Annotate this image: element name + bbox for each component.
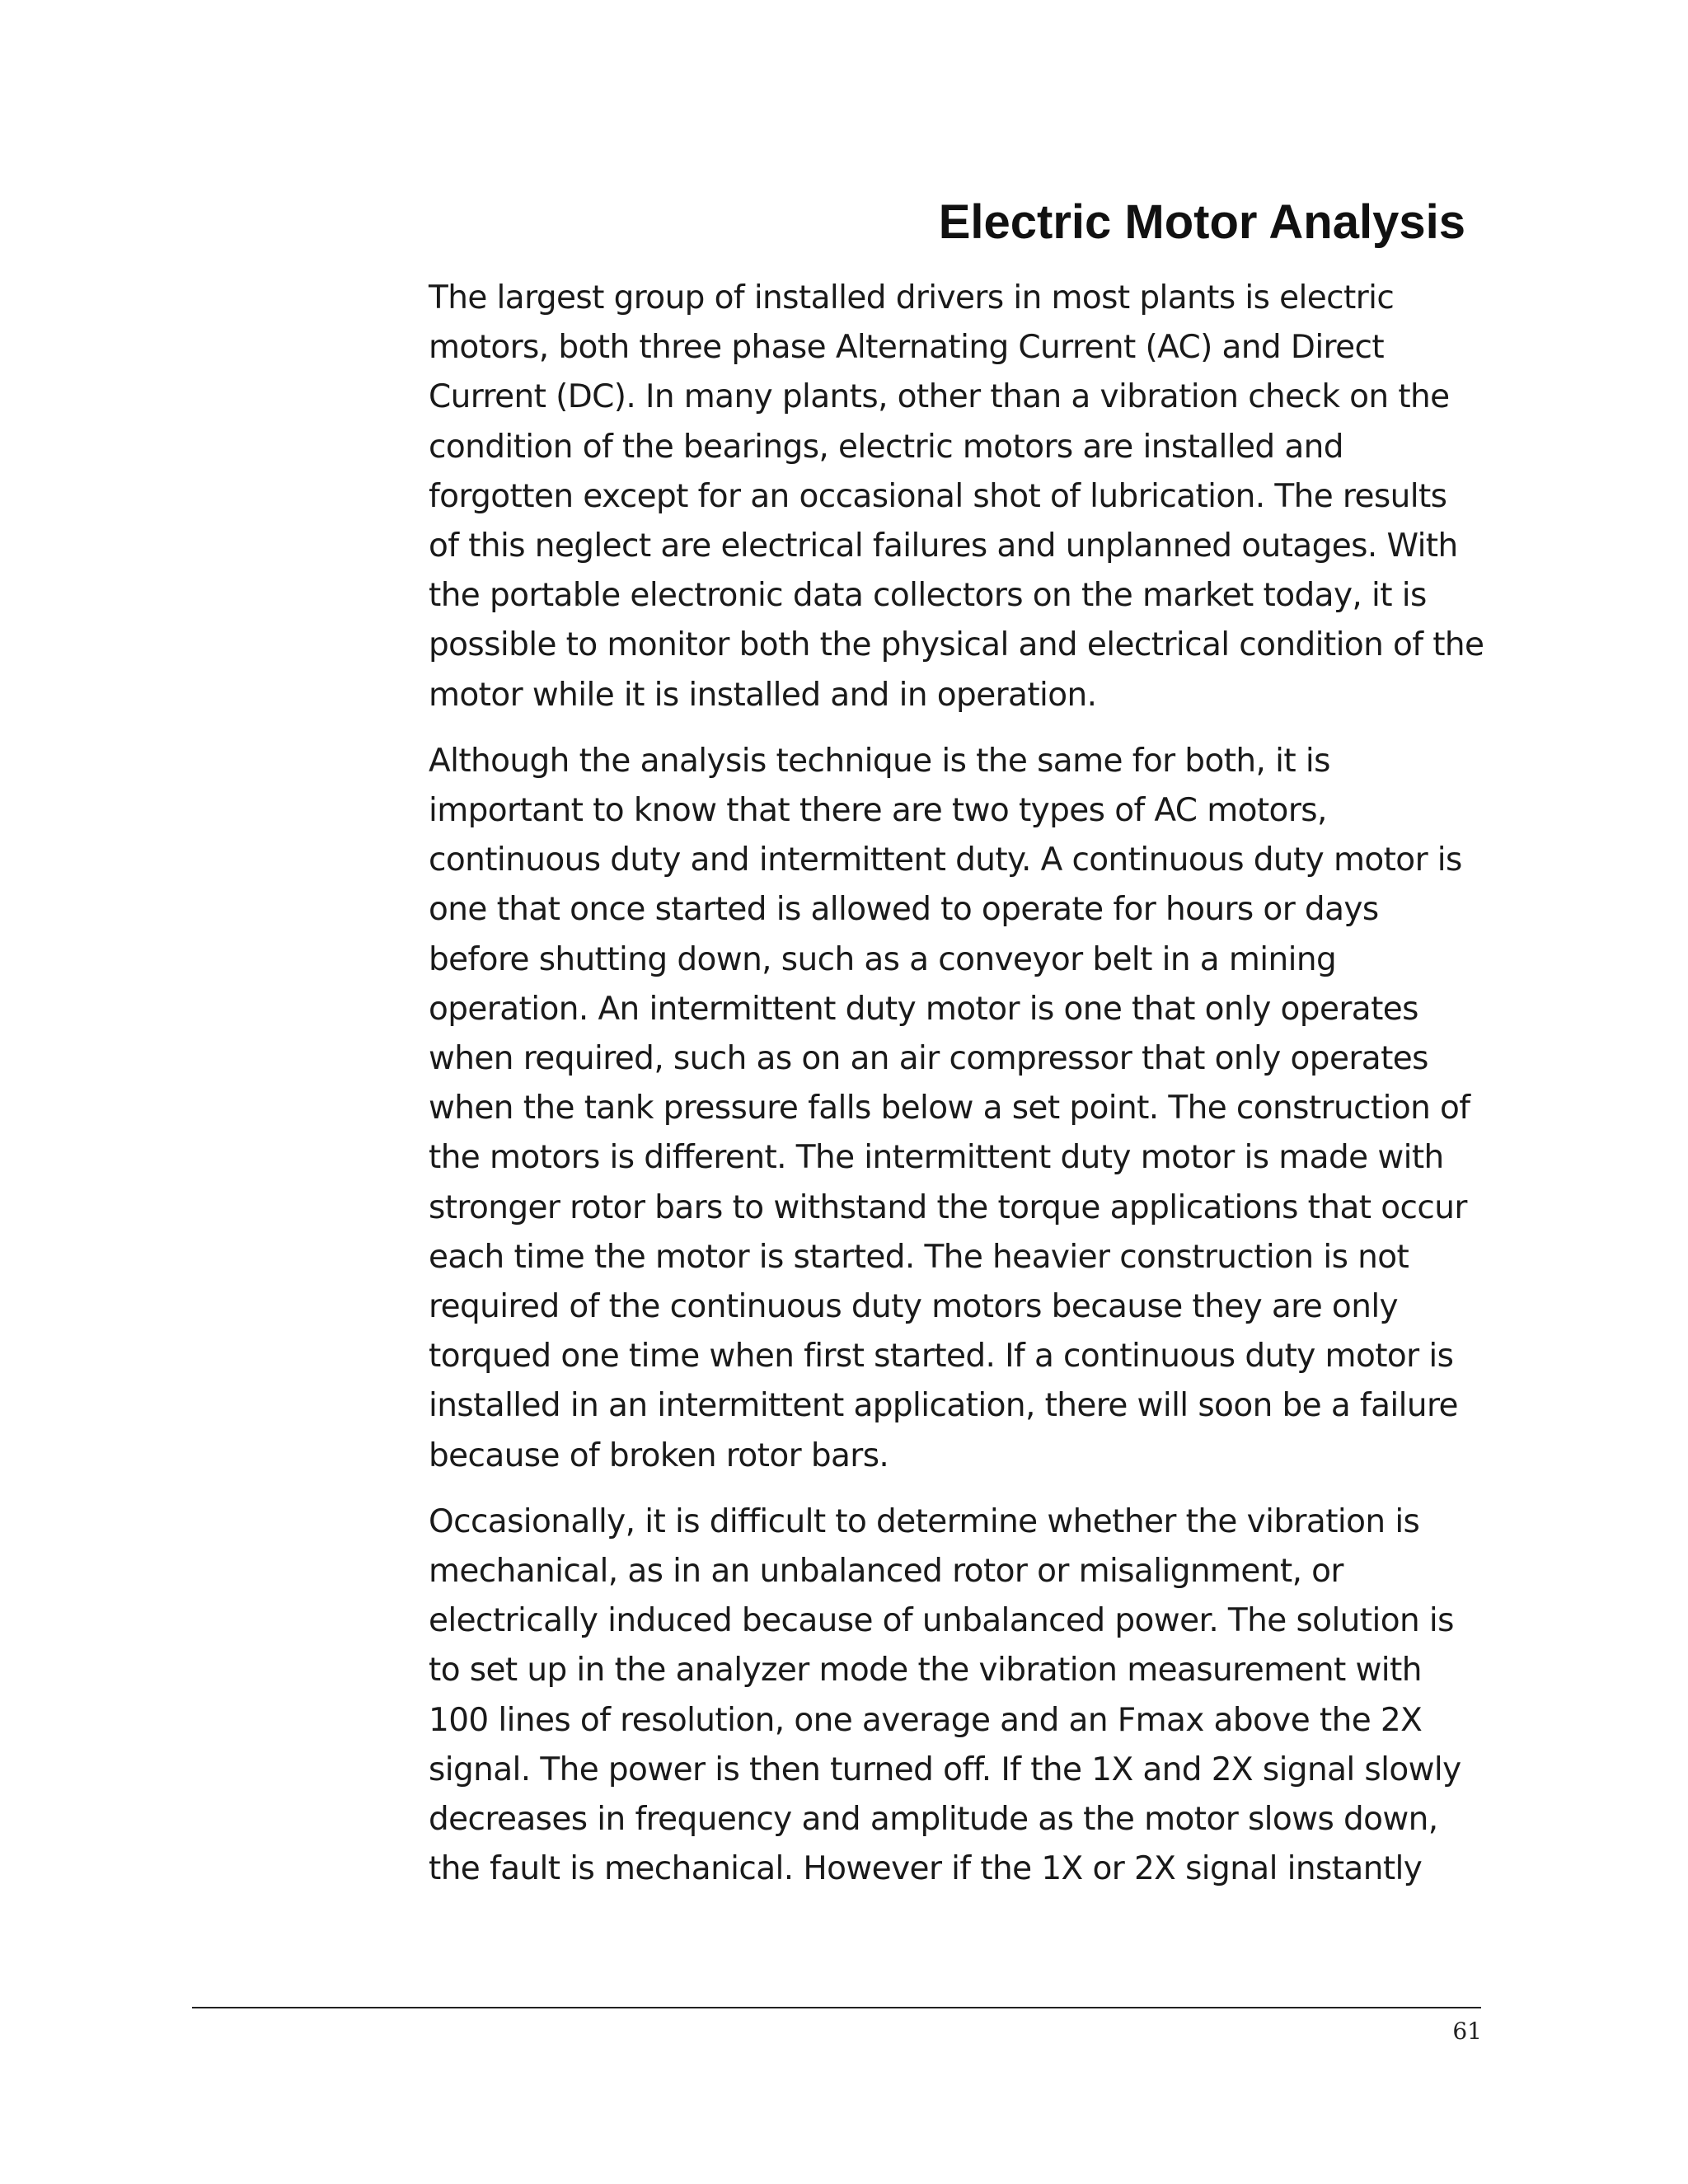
text-line: required of the continuous duty motors because they are only: [429, 1288, 1399, 1326]
page-title: Electric Motor Analysis: [938, 195, 1465, 249]
text-line: forgotten except for an occasional shot of lubrication. The results: [429, 477, 1447, 515]
text-line: motors, both three phase Alternating Current (AC) and Direct: [429, 329, 1385, 367]
text-line: each time the motor is started. The heavier construction is not: [429, 1238, 1409, 1276]
text-line: because of broken rotor bars.: [429, 1436, 889, 1474]
text-line: when required, such as on an air compressor that only operates: [429, 1040, 1428, 1078]
text-line: important to know that there are two types of AC motors,: [429, 792, 1327, 830]
text-line: the portable electronic data collectors on the market today, it is: [429, 577, 1427, 615]
text-line: stronger rotor bars to withstand the torque applications that occur: [429, 1188, 1467, 1226]
text-line: electrically induced because of unbalanced power. The solution is: [429, 1602, 1454, 1640]
text-line: The largest group of installed drivers in most plants is electric: [429, 279, 1395, 316]
paragraph-3: [429, 1497, 1484, 1895]
text-line: condition of the bearings, electric motors are installed and: [429, 428, 1343, 466]
text-line: signal. The power is then turned off. If the 1X and 2X signal slowly: [429, 1750, 1461, 1788]
text-line: to set up in the analyzer mode the vibration measurement with: [429, 1652, 1422, 1690]
paragraph-1: [429, 274, 1484, 720]
text-line: before shutting down, such as a conveyor belt in a mining: [429, 940, 1337, 978]
text-line: installed in an intermittent application, there will soon be a failure: [429, 1387, 1458, 1425]
text-line: Although the analysis technique is the same for both, it is: [429, 742, 1330, 780]
text-line: motor while it is installed and in operation.: [429, 676, 1097, 714]
text-line: of this neglect are electrical failures and unplanned outages. With: [429, 527, 1458, 565]
text-line: operation. An intermittent duty motor is one that only operates: [429, 990, 1418, 1028]
text-line: 100 lines of resolution, one average and an Fmax above the 2X: [429, 1701, 1423, 1739]
text-line: possible to monitor both the physical and electrical condition of the: [429, 626, 1484, 664]
text-line: Occasionally, it is difficult to determine whether the vibration is: [429, 1502, 1420, 1540]
text-line: decreases in frequency and amplitude as the motor slows down,: [429, 1801, 1438, 1839]
text-line: the fault is mechanical. However if the 1X or 2X signal instantly: [429, 1850, 1423, 1888]
paragraph-2: [429, 737, 1484, 1481]
text-line: Current (DC). In many plants, other than a vibration check on the: [429, 378, 1450, 416]
text-line: when the tank pressure falls below a set point. The construction of: [429, 1090, 1470, 1127]
page-number: 61: [1452, 2018, 1482, 2045]
text-line: the motors is different. The intermittent duty motor is made with: [429, 1139, 1444, 1177]
footer-rule: [192, 2007, 1481, 2008]
text-line: torqued one time when first started. If a continuous duty motor is: [429, 1338, 1454, 1376]
text-line: continuous duty and intermittent duty. A continuous duty motor is: [429, 841, 1462, 879]
text-line: mechanical, as in an unbalanced rotor or misalignment, or: [429, 1553, 1343, 1591]
body-text: [429, 274, 1484, 1911]
text-line: one that once started is allowed to operate for hours or days: [429, 891, 1379, 929]
